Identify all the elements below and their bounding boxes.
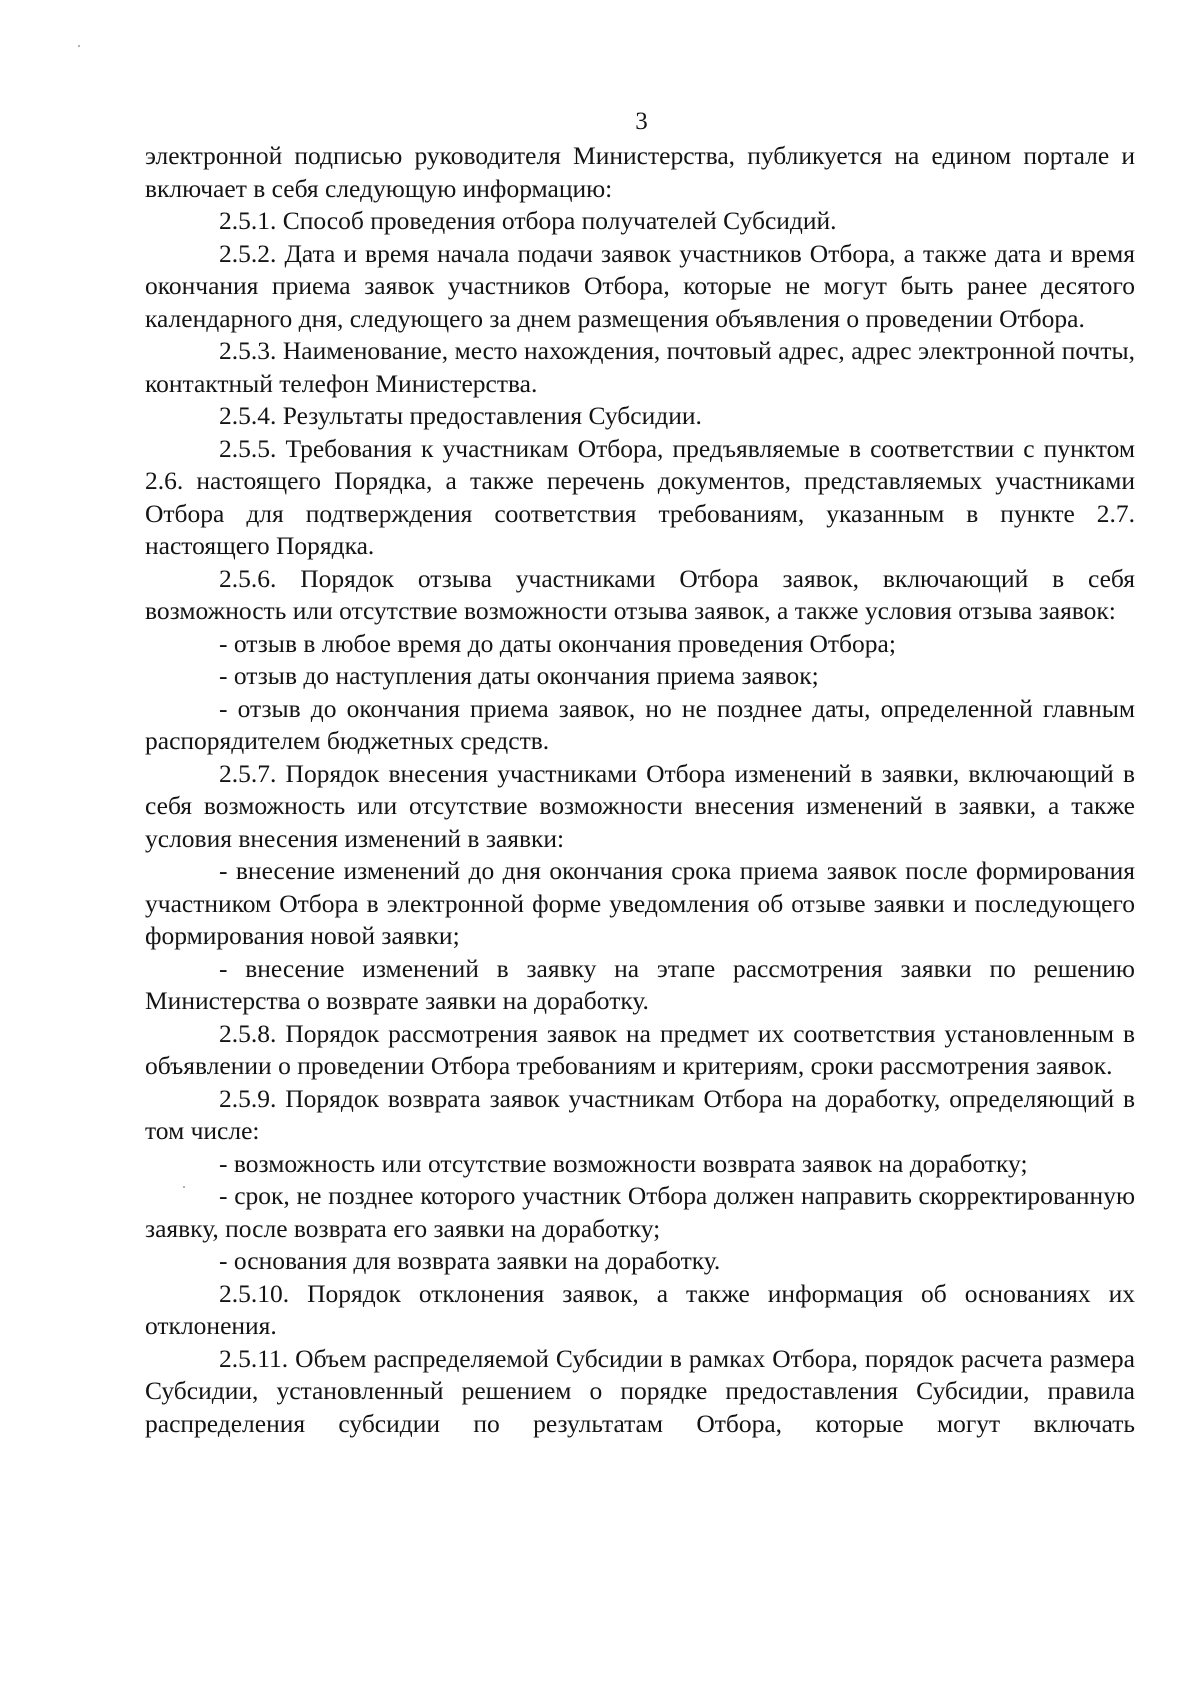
paragraph-2-5-6: 2.5.6. Порядок отзыва участниками Отбора заявок, включающий в себя возможность или отсутствие возможности отзыва заявок, а также условия отзыва заявок: <box>145 563 1135 625</box>
document-body <box>145 140 1135 1440</box>
paragraph-2-5-11: 2.5.11. Объем распределяемой Субсидии в рамках Отбора, порядок расчета размера Субсидии, установленный решением о порядке предоставления Субсидии, правила распределения субсидии по результатам Отбора, которые могут включать <box>145 1343 1135 1438</box>
page-number: 3 <box>635 108 648 135</box>
list-item: - основания для возврата заявки на доработку. <box>219 1246 721 1275</box>
scan-speck <box>183 1186 185 1188</box>
paragraph-2-5-10: 2.5.10. Порядок отклонения заявок, а также информация об основаниях их отклонения. <box>145 1278 1135 1340</box>
list-item: - внесение изменений до дня окончания срока приема заявок после формирования участником Отбора в электронной форме уведомления об отзыве заявки и последующего формирования новой заявки; <box>145 856 1135 950</box>
scan-speck <box>78 45 80 47</box>
paragraph-2-5-7: 2.5.7. Порядок внесения участниками Отбора изменений в заявки, включающий в себя возможность или отсутствие возможности внесения изменений в заявки, а также условия внесения изменений в заявки: <box>145 758 1135 853</box>
paragraph-continuation: электронной подписью руководителя Министерства, публикуется на едином портале и включает в себя следующую информацию: <box>145 141 1135 203</box>
list-item: - отзыв до окончания приема заявок, но не позднее даты, определенной главным распорядителем бюджетных средств. <box>145 693 1135 755</box>
list-item: - отзыв до наступления даты окончания приема заявок; <box>219 661 819 690</box>
list-item: - возможность или отсутствие возможности возврата заявок на доработку; <box>219 1148 1028 1178</box>
paragraph-2-5-9: 2.5.9. Порядок возврата заявок участникам Отбора на доработку, определяющий в том числе: <box>145 1083 1135 1145</box>
paragraph-2-5-8: 2.5.8. Порядок рассмотрения заявок на предмет их соответствия установленным в объявлении о проведении Отбора требованиям и критериям, сроки рассмотрения заявок. <box>145 1018 1135 1080</box>
paragraph-2-5-5: 2.5.5. Требования к участникам Отбора, предъявляемые в соответствии с пунктом 2.6. настоящего Порядка, а также перечень документов, представляемых участниками Отбора для подтверждения соответствия требованиям, указанным в пункте 2.7. настоящего Порядка. <box>145 433 1135 560</box>
list-item: - срок, не позднее которого участник Отбора должен направить скорректированную заявку, после возврата его заявки на доработку; <box>145 1181 1135 1243</box>
paragraph-2-5-1: 2.5.1. Способ проведения отбора получателей Субсидий. <box>219 206 837 235</box>
paragraph-2-5-2: 2.5.2. Дата и время начала подачи заявок участников Отбора, а также дата и время окончания приема заявок участников Отбора, которые не могут быть ранее десятого календарного дня, следующего за днем размещения объявления о проведении Отбора. <box>145 238 1135 333</box>
paragraph-2-5-4: 2.5.4. Результаты предоставления Субсидии. <box>219 401 702 430</box>
list-item: - внесение изменений в заявку на этапе рассмотрения заявки по решению Министерства о возврате заявки на доработку. <box>145 953 1135 1015</box>
paragraph-2-5-3: 2.5.3. Наименование, место нахождения, почтовый адрес, адрес электронной почты, контактный телефон Министерства. <box>145 336 1135 398</box>
list-item: - отзыв в любое время до даты окончания проведения Отбора; <box>219 628 896 658</box>
